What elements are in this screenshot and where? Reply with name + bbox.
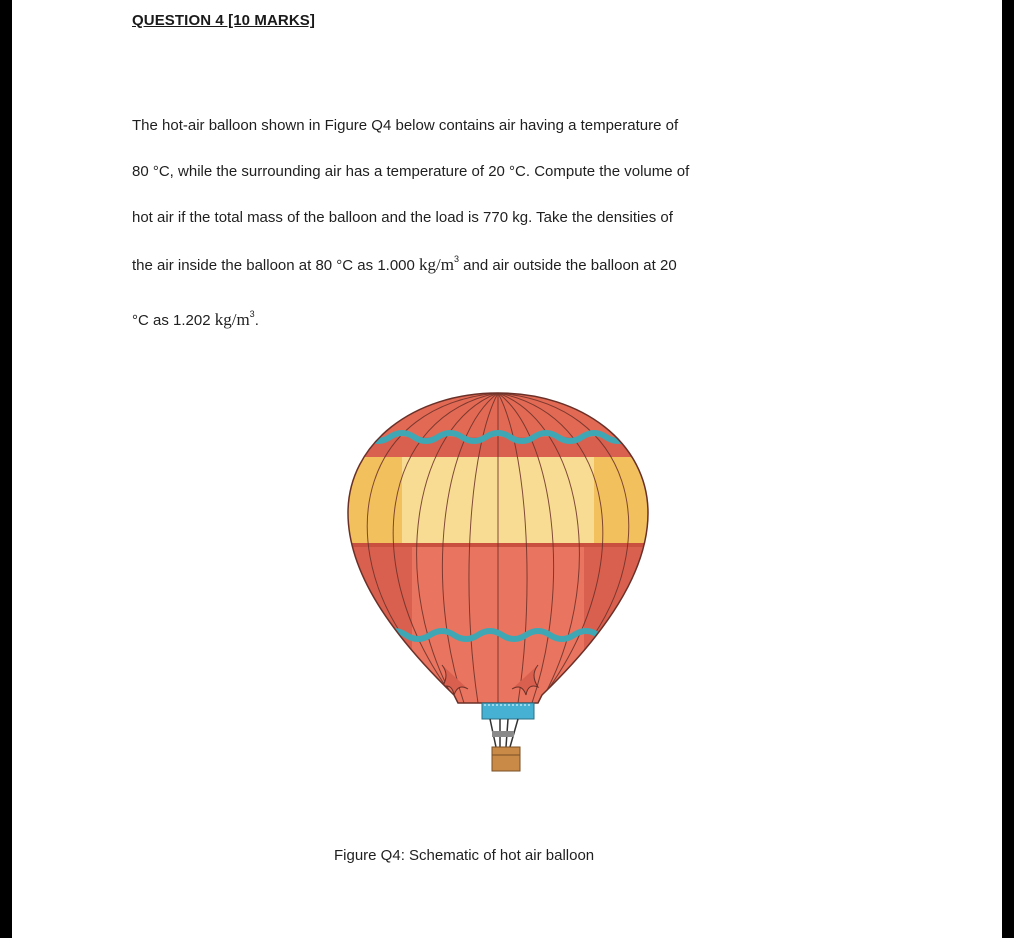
paragraph-line-4-text-b: and air outside the balloon at 20 — [459, 257, 677, 274]
density-unit: kg/m — [214, 310, 250, 329]
paragraph-line-1: The hot-air balloon shown in Figure Q4 below contains air having a temperature of — [132, 117, 679, 134]
paragraph-line-3: hot air if the total mass of the balloon and the load is 770 kg. Take the densities of — [132, 209, 673, 226]
unit-exponent: 3 — [249, 309, 255, 319]
question-heading: QUESTION 4 [10 MARKS] — [132, 12, 315, 29]
paragraph-line-4-text-a: the air inside the balloon at 80 °C as 1.000 — [132, 257, 420, 274]
hot-air-balloon-illustration — [342, 385, 654, 777]
balloon-basket — [492, 747, 520, 771]
density-unit: kg/m — [419, 255, 454, 274]
paragraph-line-2: 80 °C, while the surrounding air has a temperature of 20 °C. Compute the volume of — [132, 163, 690, 180]
paragraph-line-5 — [132, 310, 259, 330]
paragraph-line-5-text-a: °C as 1.202 — [132, 312, 215, 329]
unit-exponent: 3 — [453, 254, 459, 264]
figure-caption: Figure Q4: Schematic of hot air balloon — [334, 847, 595, 864]
paragraph-line-4 — [132, 255, 677, 275]
document-page — [12, 0, 1002, 938]
paragraph-line-5-text-b: . — [254, 312, 259, 329]
